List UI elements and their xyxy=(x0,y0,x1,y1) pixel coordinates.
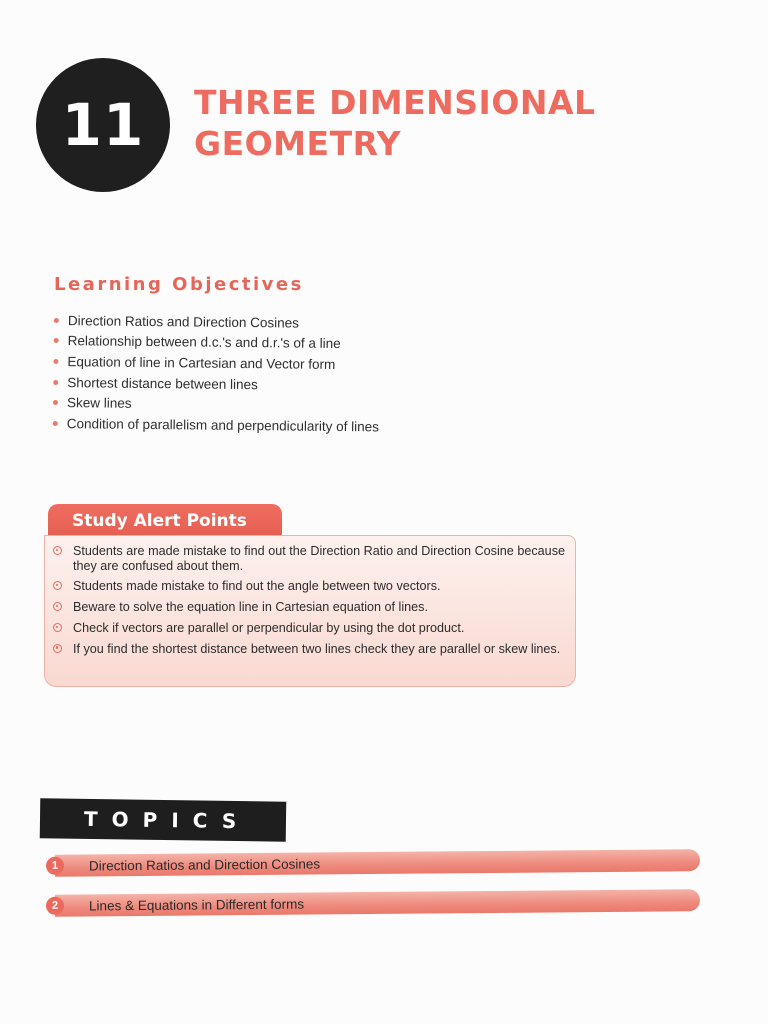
study-alert-heading-text: Study Alert Points xyxy=(72,511,247,531)
topic-number-badge: 1 xyxy=(46,857,64,875)
chapter-title xyxy=(194,82,714,164)
bullet-icon xyxy=(53,400,58,405)
target-bullet-icon xyxy=(53,546,62,555)
objective-text: Condition of parallelism and perpendicularity of lines xyxy=(66,415,380,435)
alert-item xyxy=(53,600,565,615)
study-alert-box xyxy=(44,535,576,687)
alert-item xyxy=(53,544,565,573)
topics-heading-text: TOPICS xyxy=(83,806,251,834)
chapter-title-line-2: GEOMETRY xyxy=(194,124,402,163)
chapter-number-badge xyxy=(36,58,170,192)
target-bullet-icon xyxy=(53,602,62,611)
alert-item xyxy=(53,621,565,636)
alert-item xyxy=(53,642,565,657)
topic-number-badge: 2 xyxy=(46,897,64,915)
learning-objectives-heading: Learning Objectives xyxy=(54,274,304,295)
target-bullet-icon xyxy=(53,623,62,632)
topic-label: Lines & Equations in Different forms xyxy=(55,889,700,917)
alert-text: Students made mistake to find out the angle between two vectors. xyxy=(73,579,441,594)
topic-label: Direction Ratios and Direction Cosines xyxy=(55,849,700,877)
study-alert-heading xyxy=(48,504,282,538)
topic-item xyxy=(46,889,700,917)
objective-item xyxy=(53,413,379,437)
alert-text: Beware to solve the equation line in Cartesian equation of lines. xyxy=(73,600,428,615)
chapter-title-line-1: THREE DIMENSIONAL xyxy=(194,83,596,122)
alert-text: Students are made mistake to find out the Direction Ratio and Direction Cosine because they are confused about them. xyxy=(73,544,565,573)
chapter-number: 11 xyxy=(61,91,145,159)
objective-text: Shortest distance between lines xyxy=(67,374,258,392)
topic-item xyxy=(46,849,700,877)
bullet-icon xyxy=(54,338,59,343)
objective-text: Direction Ratios and Direction Cosines xyxy=(67,312,300,331)
objective-text: Relationship between d.c.'s and d.r.'s of a line xyxy=(67,333,341,352)
target-bullet-icon xyxy=(53,644,62,653)
bullet-icon xyxy=(53,421,58,426)
study-alert-list xyxy=(53,544,565,656)
target-bullet-icon xyxy=(53,581,62,590)
topics-heading xyxy=(40,798,287,841)
bullet-icon xyxy=(54,318,59,323)
alert-text: If you find the shortest distance between two lines check they are parallel or skew lines. xyxy=(73,641,561,656)
alert-item xyxy=(53,579,565,594)
alert-text: Check if vectors are parallel or perpendicular by using the dot product. xyxy=(73,620,465,635)
objective-text: Equation of line in Cartesian and Vector form xyxy=(67,354,336,372)
objective-text: Skew lines xyxy=(66,395,132,411)
learning-objectives-list xyxy=(53,310,380,437)
bullet-icon xyxy=(53,380,58,385)
bullet-icon xyxy=(53,359,58,364)
